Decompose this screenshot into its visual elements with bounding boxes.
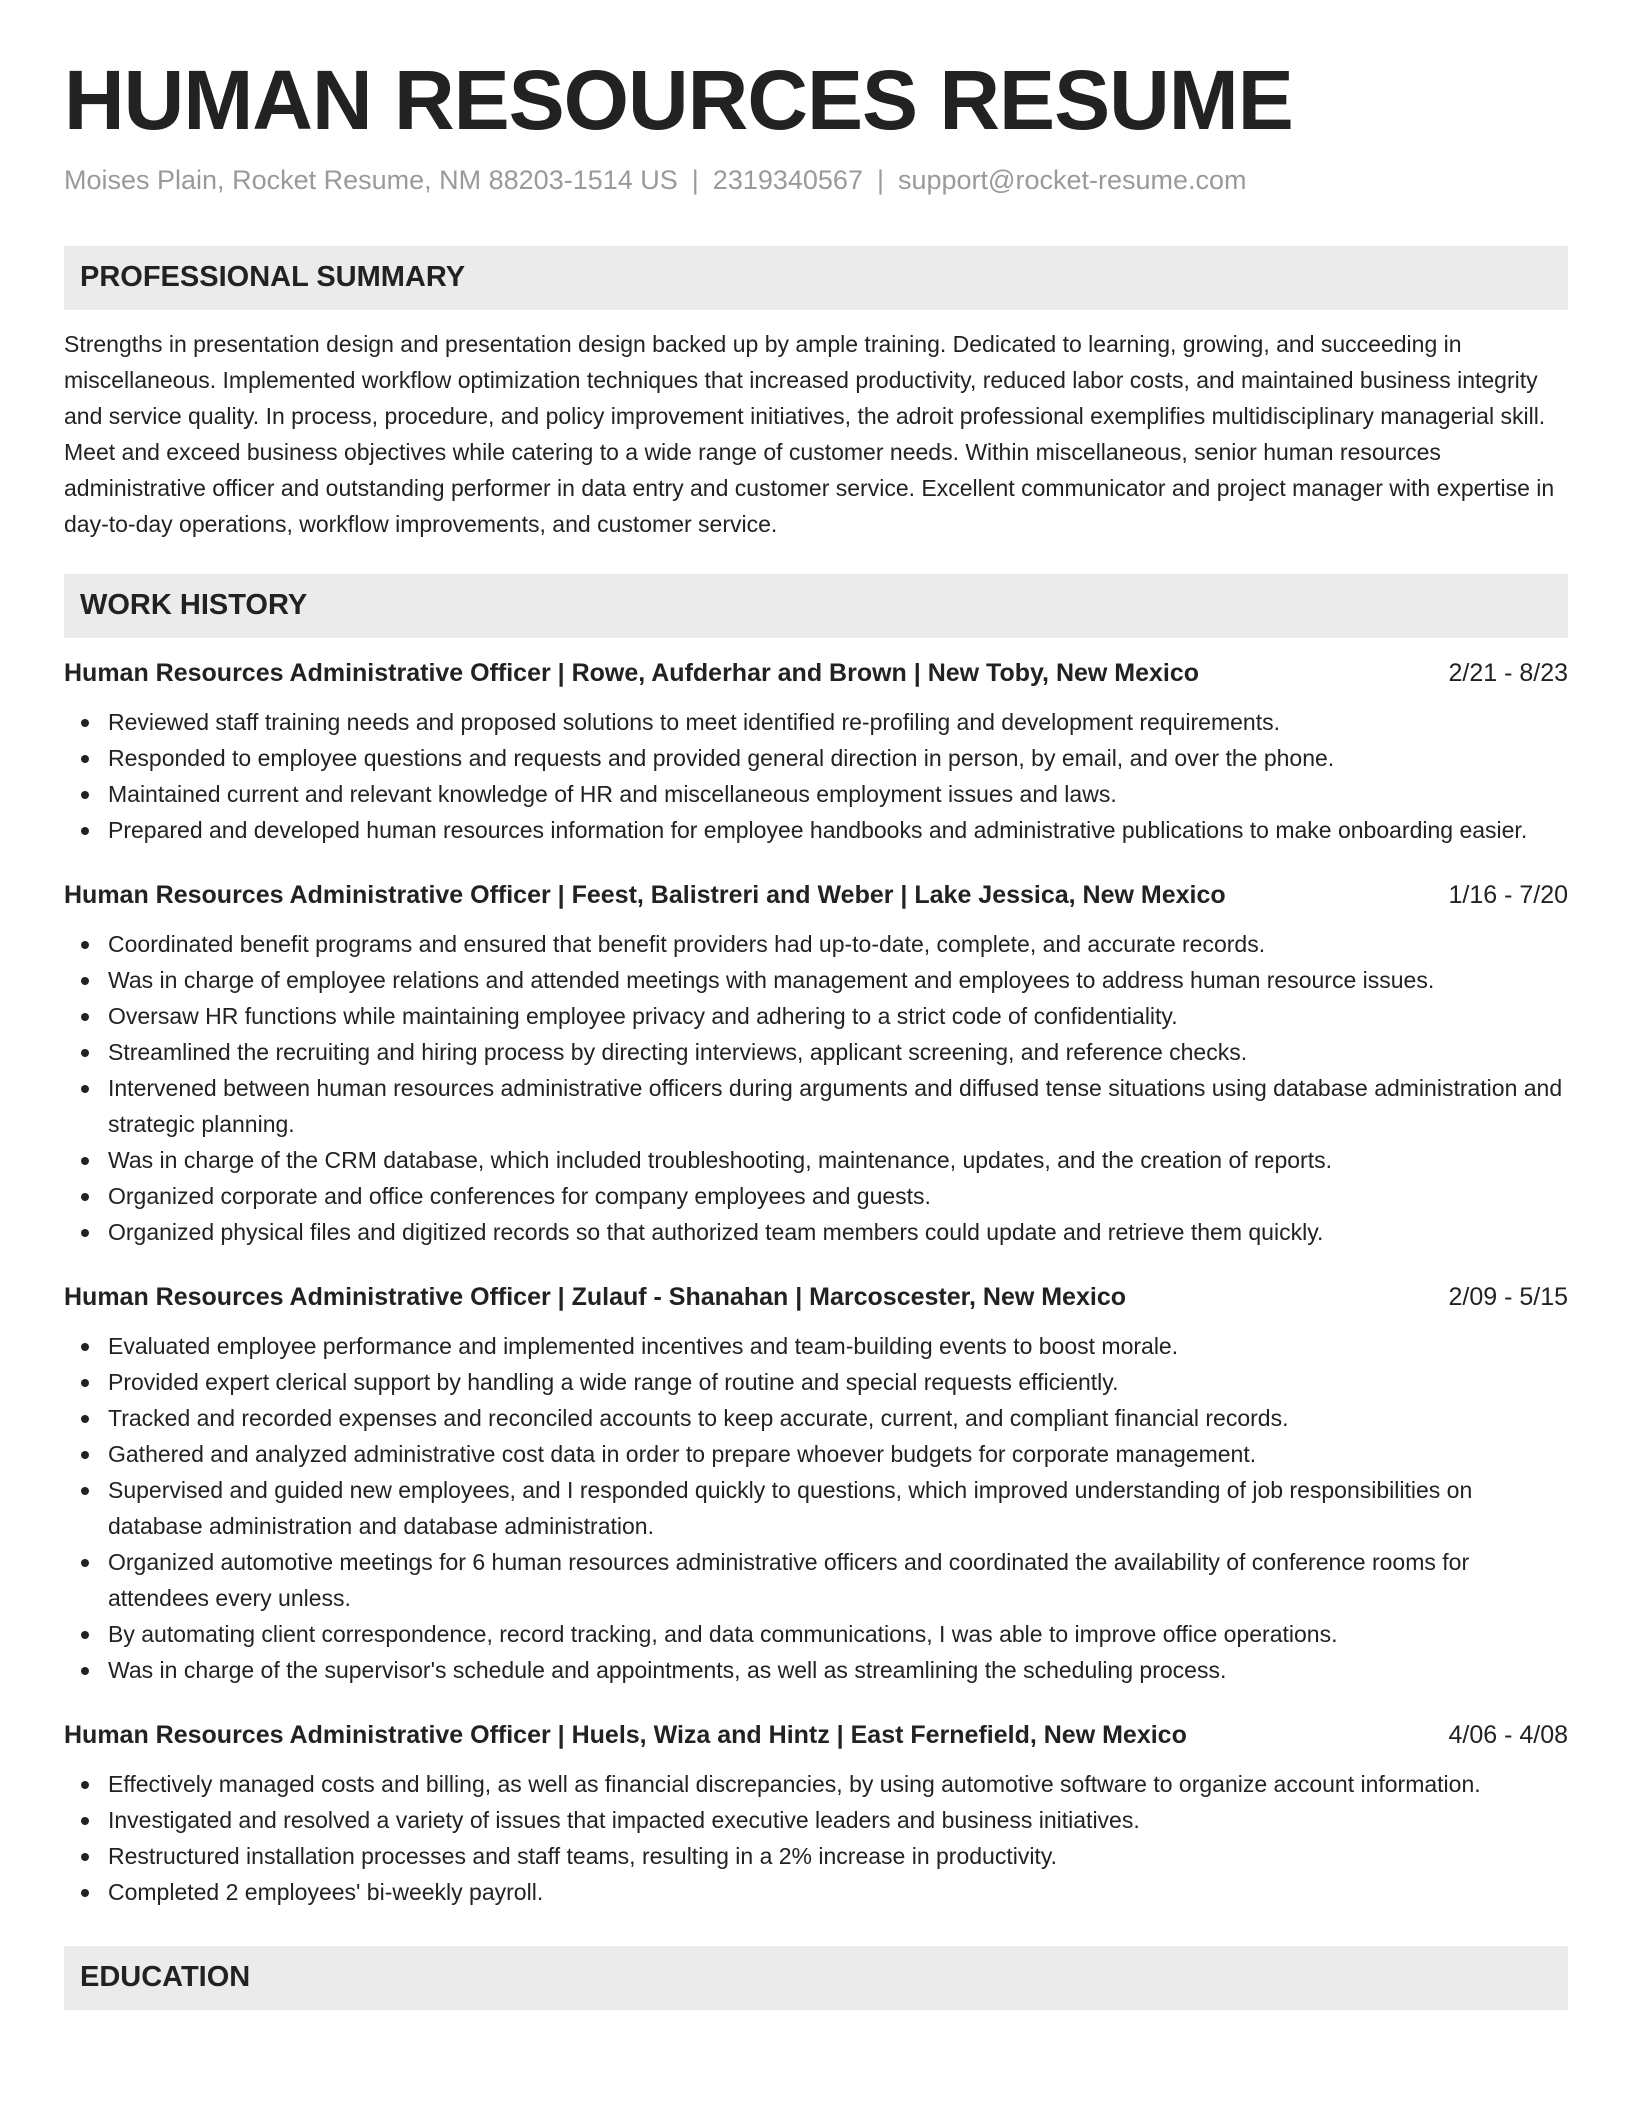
job-header xyxy=(64,1280,1568,1314)
job-bullet: Organized corporate and office conferences for company employees and guests. xyxy=(64,1178,1568,1214)
job-header xyxy=(64,1718,1568,1752)
job-bullets xyxy=(64,1766,1568,1910)
job-bullets xyxy=(64,1328,1568,1688)
contact-email: support@rocket-resume.com xyxy=(897,164,1247,195)
job-title: Human Resources Administrative Officer | Feest, Balistreri and Weber | Lake Jessica, New Mexico xyxy=(64,880,1226,909)
resume-title: HUMAN RESOURCES RESUME xyxy=(64,53,1293,147)
contact-separator: | xyxy=(691,164,699,195)
job-bullet: Was in charge of employee relations and attended meetings with management and employees to address human resource issues. xyxy=(64,962,1568,998)
job-dates: 1/16 - 7/20 xyxy=(1448,880,1568,909)
job-header xyxy=(64,656,1568,690)
job-bullets xyxy=(64,926,1568,1250)
job-title: Human Resources Administrative Officer | Huels, Wiza and Hintz | East Fernefield, New Mexico xyxy=(64,1720,1187,1749)
job-bullet: Reviewed staff training needs and proposed solutions to meet identified re-profiling and development requirements. xyxy=(64,704,1568,740)
job-bullet: Was in charge of the CRM database, which included troubleshooting, maintenance, updates, and the creation of reports. xyxy=(64,1142,1568,1178)
job-bullet: Restructured installation processes and staff teams, resulting in a 2% increase in productivity. xyxy=(64,1838,1568,1874)
contact-separator: | xyxy=(876,164,884,195)
contact-line xyxy=(64,165,1568,196)
job-bullet: Organized automotive meetings for 6 human resources administrative officers and coordinated the availability of conference rooms for attendees every unless. xyxy=(64,1544,1568,1616)
job-entry xyxy=(64,656,1568,848)
job-dates: 4/06 - 4/08 xyxy=(1448,1720,1568,1749)
job-title: Human Resources Administrative Officer | Rowe, Aufderhar and Brown | New Toby, New Mexico xyxy=(64,658,1200,687)
job-bullet: Oversaw HR functions while maintaining employee privacy and adhering to a strict code of confidentiality. xyxy=(64,998,1568,1034)
work-history-list xyxy=(64,656,1568,1910)
job-bullet: Was in charge of the supervisor's schedule and appointments, as well as streamlining the scheduling process. xyxy=(64,1652,1568,1688)
job-dates: 2/09 - 5/15 xyxy=(1448,1282,1568,1311)
work-history-heading: WORK HISTORY xyxy=(64,574,1568,638)
job-header xyxy=(64,878,1568,912)
education-heading: EDUCATION xyxy=(64,1946,1568,2010)
contact-address: Moises Plain, Rocket Resume, NM 88203-1514 US xyxy=(64,164,678,195)
job-bullet: Investigated and resolved a variety of issues that impacted executive leaders and business initiatives. xyxy=(64,1802,1568,1838)
summary-heading: PROFESSIONAL SUMMARY xyxy=(64,246,1568,310)
job-bullet: Organized physical files and digitized records so that authorized team members could update and retrieve them quickly. xyxy=(64,1214,1568,1250)
job-dates: 2/21 - 8/23 xyxy=(1448,658,1568,687)
job-bullet: Gathered and analyzed administrative cost data in order to prepare whoever budgets for corporate management. xyxy=(64,1436,1568,1472)
contact-phone: 2319340567 xyxy=(712,164,863,195)
job-bullets xyxy=(64,704,1568,848)
job-bullet: Provided expert clerical support by handling a wide range of routine and special requests efficiently. xyxy=(64,1364,1568,1400)
job-bullet: Effectively managed costs and billing, as well as financial discrepancies, by using automotive software to organize account information. xyxy=(64,1766,1568,1802)
job-entry xyxy=(64,878,1568,1250)
job-bullet: Maintained current and relevant knowledge of HR and miscellaneous employment issues and laws. xyxy=(64,776,1568,812)
job-entry xyxy=(64,1280,1568,1688)
job-bullet: Completed 2 employees' bi-weekly payroll. xyxy=(64,1874,1568,1910)
job-bullet: Prepared and developed human resources information for employee handbooks and administrative publications to make onboarding easier. xyxy=(64,812,1568,848)
job-bullet: By automating client correspondence, record tracking, and data communications, I was able to improve office operations. xyxy=(64,1616,1568,1652)
job-bullet: Coordinated benefit programs and ensured that benefit providers had up-to-date, complete, and accurate records. xyxy=(64,926,1568,962)
job-bullet: Streamlined the recruiting and hiring process by directing interviews, applicant screening, and reference checks. xyxy=(64,1034,1568,1070)
job-title: Human Resources Administrative Officer | Zulauf - Shanahan | Marcoscester, New Mexico xyxy=(64,1282,1126,1311)
job-bullet: Tracked and recorded expenses and reconciled accounts to keep accurate, current, and compliant financial records. xyxy=(64,1400,1568,1436)
job-bullet: Evaluated employee performance and implemented incentives and team-building events to boost morale. xyxy=(64,1328,1568,1364)
summary-text: Strengths in presentation design and presentation design backed up by ample training. Dedicated to learning, growing, and succeeding in miscellaneous. Implemented workflow optimization techniques that increased productivity, reduced labor costs, and maintained business integrity and service quality. In process, procedure, and policy improvement initiatives, the adroit professional exemplifies multidisciplinary managerial skill. Meet and exceed business objectives while catering to a wide range of customer needs. Within miscellaneous, senior human resources administrative officer and outstanding performer in data entry and customer service. Excellent communicator and project manager with expertise in day-to-day operations, workflow improvements, and customer service. xyxy=(64,330,1555,537)
job-bullet: Responded to employee questions and requests and provided general direction in person, by email, and over the phone. xyxy=(64,740,1568,776)
job-bullet: Intervened between human resources administrative officers during arguments and diffused tense situations using database administration and strategic planning. xyxy=(64,1070,1568,1142)
job-entry xyxy=(64,1718,1568,1910)
job-bullet: Supervised and guided new employees, and I responded quickly to questions, which improved understanding of job responsibilities on database administration and database administration. xyxy=(64,1472,1568,1544)
